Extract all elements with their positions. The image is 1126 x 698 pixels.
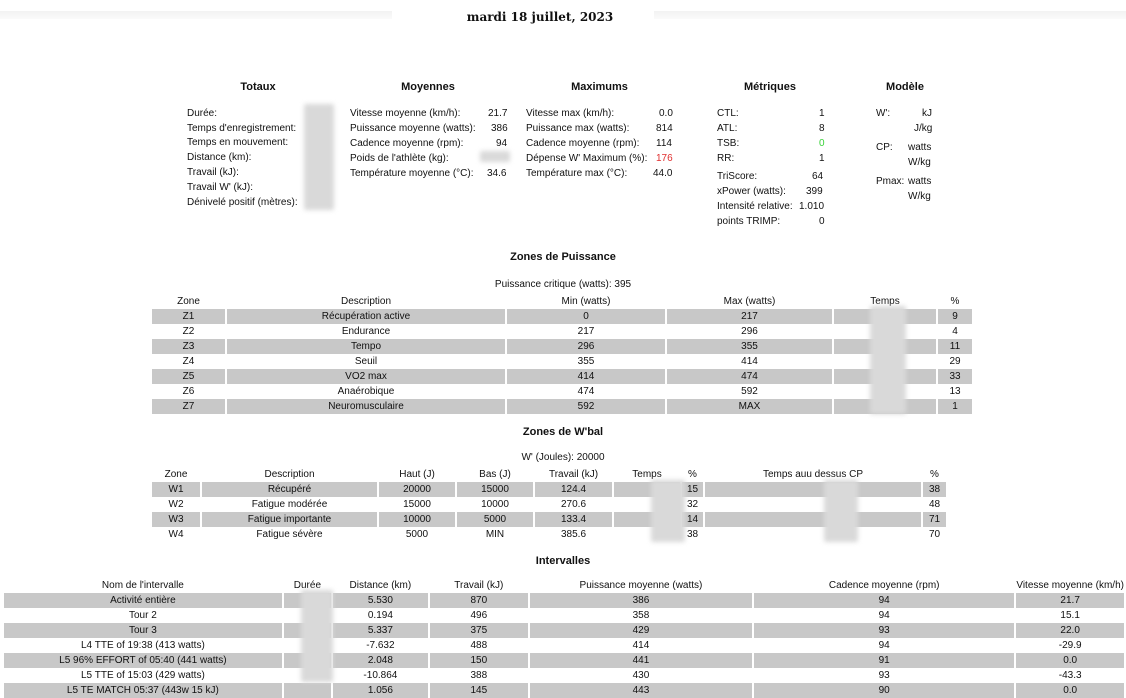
table-cell: 4 (938, 324, 974, 339)
interval-row (4, 638, 1126, 653)
column-header: Temps auu dessus CP (705, 467, 923, 482)
metrics-title: Métriques (744, 81, 796, 93)
metric-value: 399 (806, 186, 823, 197)
table-cell: Fatigue modérée (202, 497, 379, 512)
max-value: 114 (656, 138, 672, 149)
model-pmax-label: Pmax: (876, 176, 905, 187)
table-cell: 217 (507, 324, 667, 339)
page-title: mardi 18 juillet, 2023 (466, 10, 614, 24)
table-cell: 414 (667, 354, 834, 369)
table-cell: 22.0 (1016, 623, 1126, 638)
table-cell: 474 (507, 384, 667, 399)
max-label: Vitesse max (km/h): (526, 108, 615, 119)
table-cell: 217 (667, 309, 834, 324)
table-cell: 592 (507, 399, 667, 414)
avg-label: Température moyenne (°C): (350, 168, 474, 179)
table-cell: 474 (667, 369, 834, 384)
metric-label: ATL: (717, 123, 738, 134)
table-cell: 296 (667, 324, 834, 339)
interval-row (4, 608, 1126, 623)
metric-value: 1.010 (799, 201, 825, 212)
metric-label: xPower (watts): (717, 186, 786, 197)
column-header: Durée (284, 578, 333, 593)
table-cell: 15 (682, 482, 705, 497)
table-cell: Seuil (227, 354, 507, 369)
table-cell: Anaérobique (227, 384, 507, 399)
power-zones-subtitle: Puissance critique (watts): 395 (494, 279, 632, 290)
metric-value: 0 (819, 216, 825, 227)
interval-row (4, 623, 1126, 638)
table-cell: L5 TTE of 15:03 (429 watts) (4, 668, 284, 683)
max-label: Cadence moyenne (rpm): (526, 138, 640, 149)
table-cell: 14 (682, 512, 705, 527)
column-header: % (682, 467, 705, 482)
table-cell: Endurance (227, 324, 507, 339)
table-cell: 48 (923, 497, 948, 512)
table-cell: 32 (682, 497, 705, 512)
column-header: Puissance moyenne (watts) (530, 578, 754, 593)
table-cell: 386 (530, 593, 754, 608)
metric-label: points TRIMP: (717, 216, 781, 227)
table-cell: 358 (530, 608, 754, 623)
table-cell: MAX (667, 399, 834, 414)
avg-label: Puissance moyenne (watts): (350, 123, 476, 134)
table-cell: 430 (530, 668, 754, 683)
column-header: Zone (152, 294, 227, 309)
column-header: Nom de l'intervalle (4, 578, 284, 593)
table-cell: 150 (430, 653, 530, 668)
table-cell: 488 (430, 638, 530, 653)
interval-row (4, 668, 1126, 683)
table-cell: 21.7 (1016, 593, 1126, 608)
table-cell: W3 (152, 512, 202, 527)
table-cell: Activité entière (4, 593, 284, 608)
model-w-label: W': (876, 108, 891, 119)
metric-value: 1 (819, 108, 825, 119)
table-cell: -7.632 (333, 638, 430, 653)
max-label: Dépense W' Maximum (%): (526, 153, 648, 164)
wbal-zones-title: Zones de W'bal (522, 426, 604, 438)
column-header: % (923, 467, 948, 482)
column-header: Description (202, 467, 379, 482)
table-cell: 429 (530, 623, 754, 638)
totals-label: Durée: (187, 108, 218, 119)
table-cell: 15000 (379, 497, 457, 512)
redacted-durations (301, 590, 333, 682)
column-header: % (938, 294, 974, 309)
max-value: 44.0 (653, 168, 673, 179)
max-label: Température max (°C): (526, 168, 628, 179)
table-cell: Z1 (152, 309, 227, 324)
totals-label: Dénivelé positif (mètres): (187, 197, 298, 208)
totals-label: Temps d'enregistrement: (187, 123, 297, 134)
table-cell: 133.4 (535, 512, 614, 527)
table-cell: 375 (430, 623, 530, 638)
table-cell: Neuromusculaire (227, 399, 507, 414)
table-cell: Tour 2 (4, 608, 284, 623)
table-cell: 296 (507, 339, 667, 354)
table-cell: 145 (430, 683, 530, 698)
avg-value: 386 (491, 123, 508, 134)
avg-value: 34.6 (487, 168, 507, 179)
table-cell: 9 (938, 309, 974, 324)
table-cell: 70 (923, 527, 948, 542)
table-cell: 0 (507, 309, 667, 324)
metric-label: TriScore: (717, 171, 758, 182)
intervals-title: Intervalles (535, 555, 591, 567)
table-cell: Z3 (152, 339, 227, 354)
model-cp-unit2: W/kg (908, 157, 931, 168)
table-cell: 29 (938, 354, 974, 369)
table-cell (284, 683, 333, 698)
metric-label: RR: (717, 153, 735, 164)
column-header: Travail (kJ) (430, 578, 530, 593)
table-cell: Récupéré (202, 482, 379, 497)
avg-value: 21.7 (488, 108, 508, 119)
metric-value: 0 (819, 138, 825, 149)
table-cell: -43.3 (1016, 668, 1126, 683)
table-cell: L5 TE MATCH 05:37 (443w 15 kJ) (4, 683, 284, 698)
table-cell: 0.194 (333, 608, 430, 623)
table-cell: 5.337 (333, 623, 430, 638)
metric-label: TSB: (717, 138, 740, 149)
avg-label: Vitesse moyenne (km/h): (350, 108, 461, 119)
column-header: Temps (834, 294, 938, 309)
max-value: 176 (656, 153, 673, 164)
table-cell: Tempo (227, 339, 507, 354)
interval-row (4, 653, 1126, 668)
table-cell: 385.6 (535, 527, 614, 542)
totals-title: Totaux (240, 81, 276, 93)
metric-label: Intensité relative: (717, 201, 793, 212)
table-cell: Tour 3 (4, 623, 284, 638)
table-cell: 10000 (457, 497, 535, 512)
table-cell: 38 (923, 482, 948, 497)
table-cell: 5.530 (333, 593, 430, 608)
table-cell: 94 (754, 608, 1016, 623)
column-header: Distance (km) (333, 578, 430, 593)
table-cell: Z5 (152, 369, 227, 384)
table-cell: 388 (430, 668, 530, 683)
table-cell: 2.048 (333, 653, 430, 668)
totals-label: Travail W' (kJ): (187, 182, 253, 193)
max-value: 814 (656, 123, 673, 134)
table-cell: 414 (507, 369, 667, 384)
model-w-unit: kJ (922, 108, 932, 119)
model-w-unit2: J/kg (914, 123, 933, 134)
totals-label: Distance (km): (187, 152, 252, 163)
metric-value: 64 (812, 171, 824, 182)
table-cell: 443 (530, 683, 754, 698)
table-cell: 592 (667, 384, 834, 399)
avg-value: 94 (496, 138, 508, 149)
table-cell: 15000 (457, 482, 535, 497)
table-cell: 91 (754, 653, 1016, 668)
column-header: Haut (J) (379, 467, 457, 482)
model-title: Modèle (886, 81, 924, 93)
column-header: Temps (614, 467, 682, 482)
model-cp-unit: watts (908, 142, 932, 153)
table-cell: L5 96% EFFORT of 05:40 (441 watts) (4, 653, 284, 668)
table-cell: 10000 (379, 512, 457, 527)
table-cell: VO2 max (227, 369, 507, 384)
table-cell: Z6 (152, 384, 227, 399)
table-cell: 355 (667, 339, 834, 354)
totals-label: Travail (kJ): (187, 167, 239, 178)
wbal-zones-subtitle: W' (Joules): 20000 (521, 452, 605, 463)
model-pmax-unit: watts (908, 176, 932, 187)
table-cell: 93 (754, 623, 1016, 638)
table-cell: 5000 (379, 527, 457, 542)
metric-label: CTL: (717, 108, 739, 119)
table-cell: 5000 (457, 512, 535, 527)
power-zones-title: Zones de Puissance (510, 251, 616, 263)
table-cell: 0.0 (1016, 683, 1126, 698)
table-cell: 496 (430, 608, 530, 623)
column-header: Max (watts) (667, 294, 834, 309)
max-label: Puissance max (watts): (526, 123, 630, 134)
table-cell: Z7 (152, 399, 227, 414)
totals-label: Temps en mouvement: (187, 137, 289, 148)
table-cell: 93 (754, 668, 1016, 683)
table-cell: 94 (754, 638, 1016, 653)
table-cell: Récupération active (227, 309, 507, 324)
intervals-table (4, 578, 1126, 698)
metric-value: 1 (819, 153, 825, 164)
table-cell: L4 TTE of 19:38 (413 watts) (4, 638, 284, 653)
table-cell: 870 (430, 593, 530, 608)
table-cell: MIN (457, 527, 535, 542)
table-cell: 1.056 (333, 683, 430, 698)
table-cell: 94 (754, 593, 1016, 608)
table-cell: Fatigue sévère (202, 527, 379, 542)
metric-value: 8 (819, 123, 825, 134)
column-header: Travail (kJ) (535, 467, 614, 482)
column-header: Bas (J) (457, 467, 535, 482)
interval-row (4, 593, 1126, 608)
table-cell: 441 (530, 653, 754, 668)
table-cell: 414 (530, 638, 754, 653)
table-cell: 38 (682, 527, 705, 542)
column-header: Zone (152, 467, 202, 482)
table-cell: W1 (152, 482, 202, 497)
column-header: Min (watts) (507, 294, 667, 309)
table-cell: W4 (152, 527, 202, 542)
table-cell: -10.864 (333, 668, 430, 683)
table-cell: Z2 (152, 324, 227, 339)
avg-label: Cadence moyenne (rpm): (350, 138, 464, 149)
table-cell: 13 (938, 384, 974, 399)
column-header: Description (227, 294, 507, 309)
column-header: Vitesse moyenne (km/h) (1016, 578, 1126, 593)
averages-title: Moyennes (401, 81, 455, 93)
table-cell: 15.1 (1016, 608, 1126, 623)
model-pmax-unit2: W/kg (908, 191, 931, 202)
table-cell: 270.6 (535, 497, 614, 512)
table-cell: 90 (754, 683, 1016, 698)
interval-row (4, 683, 1126, 698)
table-cell: -29.9 (1016, 638, 1126, 653)
model-cp-label: CP: (876, 142, 893, 153)
avg-label: Poids de l'athlète (kg): (350, 153, 449, 164)
table-cell: W2 (152, 497, 202, 512)
table-cell: Z4 (152, 354, 227, 369)
table-cell: Fatigue importante (202, 512, 379, 527)
column-header: Cadence moyenne (rpm) (754, 578, 1016, 593)
table-cell: 33 (938, 369, 974, 384)
max-value: 0.0 (659, 108, 673, 119)
table-cell: 20000 (379, 482, 457, 497)
table-cell: 1 (938, 399, 974, 414)
table-cell: 355 (507, 354, 667, 369)
table-cell: 124.4 (535, 482, 614, 497)
table-cell: 11 (938, 339, 974, 354)
table-cell: 71 (923, 512, 948, 527)
maximums-title: Maximums (571, 81, 628, 93)
table-cell: 0.0 (1016, 653, 1126, 668)
